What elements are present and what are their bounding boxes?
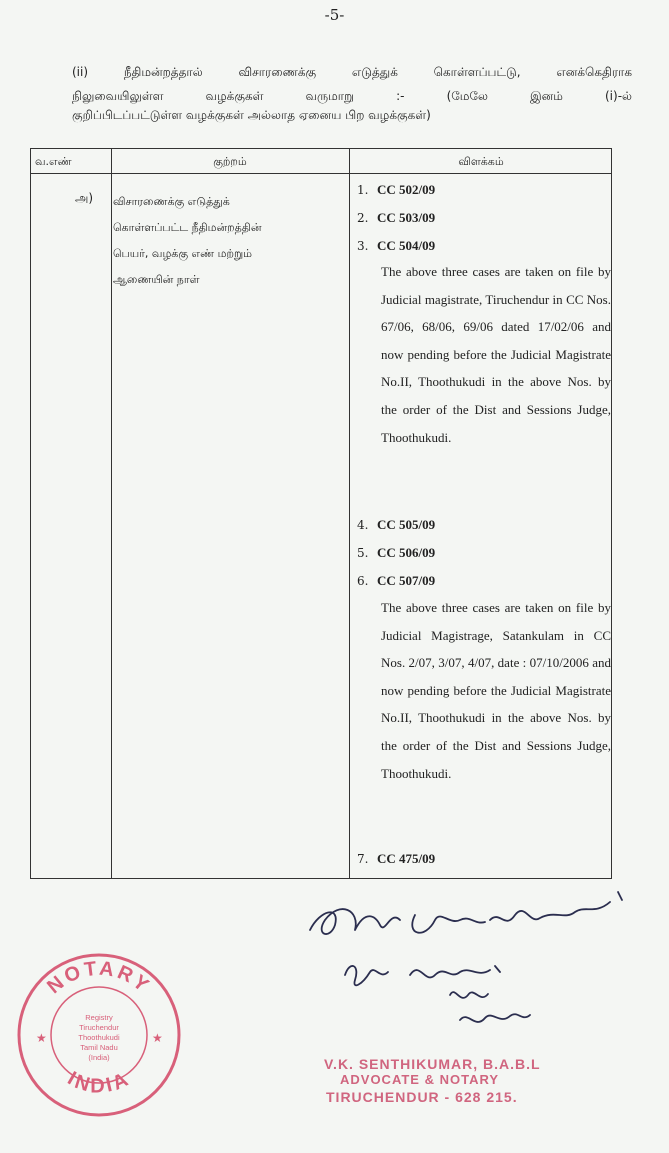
case-entry [357, 182, 435, 198]
svg-text:(India): (India) [88, 1053, 110, 1062]
notary-stamp [310, 1056, 570, 1106]
case-code: CC 502/09 [377, 182, 436, 197]
column-divider [349, 149, 350, 878]
heading-line-2: நிலுவையிலுள்ள வழக்குகள் வருமாறு :- (மேலே இனம் (i)-ல் [72, 89, 632, 103]
case-explanation-2: The above three cases are taken on file by Judicial Magistrage, Satankulam in CC Nos. 2/07, 3/07, 4/07, date : 07/10/2006 and now pending before the Judicial Magistrate No.II, Thoothukudi in the above Nos. by the order of the Dist and Sessions Judge, Thoothukudi. [381, 600, 611, 781]
header-offence: குற்றம் [213, 155, 247, 168]
case-code: CC 505/09 [377, 517, 436, 532]
case-code: CC 504/09 [377, 238, 436, 253]
page-number: -5- [324, 6, 345, 24]
svg-text:★: ★ [152, 1031, 163, 1045]
header-divider [31, 173, 611, 174]
case-number: 2. [357, 211, 369, 225]
svg-text:INDIA [64, 1067, 135, 1097]
case-number: 6. [357, 574, 369, 588]
offence-line: ஆணையின் நாள் [113, 273, 200, 286]
svg-text:★: ★ [36, 1031, 47, 1045]
case-entry [357, 238, 435, 254]
notary-role: ADVOCATE & NOTARY [340, 1072, 500, 1087]
seal-top-text: NOTARY [43, 957, 155, 999]
header-description: விளக்கம் [458, 155, 504, 168]
case-code: CC 507/09 [377, 573, 436, 588]
svg-text:Tamil Nadu: Tamil Nadu [80, 1043, 118, 1052]
heading-line-3: குறிப்பிடப்பட்டுள்ள வழக்குகள் அல்லாத ஏனைய பிற வழக்குகள்) [72, 108, 431, 122]
case-number: 3. [357, 239, 369, 253]
case-entry [357, 851, 435, 867]
case-number: 5. [357, 546, 369, 560]
offence-line: விசாரணைக்கு எடுத்துக் [113, 195, 230, 208]
case-entry [357, 573, 435, 589]
row-label: அ) [75, 191, 94, 205]
case-number: 1. [357, 183, 369, 197]
notary-name: V.K. SENTHIKUMAR, B.A.B.L [324, 1056, 541, 1072]
offence-line: பெயர், வழக்கு எண் மற்றும் [113, 247, 253, 260]
seal-bottom-text: INDIA [63, 1067, 135, 1098]
svg-text:Tiruchendur: Tiruchendur [79, 1023, 119, 1032]
heading-line-1: (ii) நீதிமன்றத்தால் விசாரணைக்கு எடுத்துக் கொள்ளப்பட்டு, எனக்கெதிராக [72, 65, 632, 79]
notary-seal [14, 950, 184, 1120]
svg-text:Registry: Registry [85, 1013, 113, 1022]
case-number: 4. [357, 518, 369, 532]
case-code: CC 475/09 [377, 851, 436, 866]
case-entry [357, 517, 435, 533]
offence-line: கொள்ளப்பட்ட நீதிமன்றத்தின் [113, 221, 262, 234]
cases-table [30, 148, 612, 879]
svg-text:Thoothukudi: Thoothukudi [78, 1033, 120, 1042]
handwritten-signature [300, 880, 630, 1040]
column-divider [111, 149, 112, 878]
header-serial-number: வ.எண் [35, 155, 72, 168]
case-entry [357, 545, 435, 561]
case-entry [357, 210, 435, 226]
offence-cell [113, 189, 263, 293]
case-explanation-1: The above three cases are taken on file by Judicial magistrate, Tiruchendur in CC Nos. 67/06, 68/06, 69/06 dated 17/02/06 and now pending before the Judicial Magistrate No.II, Thoothukudi in the above Nos. by the order of the Dist and Sessions Judge, Thoothukudi. [381, 264, 611, 445]
case-number: 7. [357, 852, 369, 866]
case-code: CC 503/09 [377, 210, 436, 225]
case-code: CC 506/09 [377, 545, 436, 560]
notary-place: TIRUCHENDUR - 628 215. [326, 1089, 518, 1105]
